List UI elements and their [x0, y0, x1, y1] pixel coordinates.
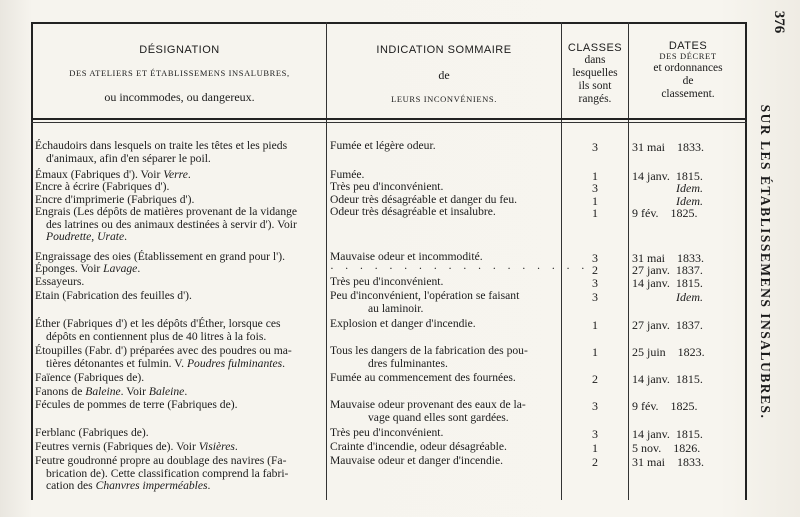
designation-line: Étoupilles (Fabr. d') préparées avec des poudres ou ma-: [35, 344, 292, 357]
designation-line: Poudrette, Urate.: [46, 230, 128, 244]
page-number: 376: [771, 10, 788, 34]
classe-value: 1: [592, 318, 598, 332]
designation-line: tières détonantes et fulmin. V. Poudres fulminantes.: [46, 356, 286, 370]
designation-line: d'animaux, afin d'en séparer le poil.: [46, 151, 211, 165]
designation-line: Échaudoirs dans lesquels on traite les têtes et les pieds: [35, 139, 288, 152]
date-value: 14 janv. 1815.: [632, 169, 703, 183]
designation-line: Éponges. Voir Lavage.: [35, 262, 141, 275]
header-dates-line: de: [682, 74, 694, 87]
designation-line: Fanons de Baleine. Voir Baleine.: [35, 385, 188, 398]
header-rule: [31, 118, 747, 120]
header-indication-sub2: LEURS INCONVÉNIENS.: [391, 93, 497, 104]
designation-line: Encre d'imprimerie (Fabriques d').: [35, 193, 195, 206]
inconvenient-line: Très peu d'inconvénient.: [330, 180, 444, 193]
inconvenient-line: Fumée.: [330, 168, 365, 181]
classe-value: 1: [592, 169, 598, 183]
designation-line: Engrais (Les dépôts de matières provenant de la vidange: [35, 205, 298, 218]
header-dates-line: et ordonnances: [653, 61, 723, 74]
inconvenient-line: · · · · · · · · · · · · · · · · · ·: [330, 262, 589, 275]
header-dates-line: DES DÉCRET: [659, 51, 717, 62]
inconvenient-line: Très peu d'inconvénient.: [330, 275, 444, 288]
classe-value: 3: [592, 140, 598, 154]
header-designation-sub2: ou incommodes, ou dangereux.: [104, 89, 255, 104]
header-classes: [562, 42, 628, 106]
running-title: SUR LES ÉTABLISSEMENS INSALUBRES.: [758, 104, 773, 420]
designation-line: Fécules de pommes de terre (Fabriques de).: [35, 398, 238, 411]
date-value: 27 janv. 1837.: [632, 263, 703, 277]
header-designation: [33, 44, 326, 104]
designation-line: Faïence (Fabriques de).: [35, 371, 145, 384]
header-classes-line: ils sont: [578, 80, 612, 93]
designation-line: Feutre goudronné propre au doublage des navires (Fa-: [35, 454, 287, 467]
designation-line: Essayeurs.: [35, 275, 85, 288]
date-value: Idem.: [676, 181, 703, 195]
designation-line: cation des Chanvres imperméables.: [46, 479, 211, 493]
inconvenient-line: Explosion et danger d'incendie.: [330, 317, 476, 330]
inconvenient-line: au laminoir.: [368, 301, 424, 315]
designation-line: Feutres vernis (Fabriques de). Voir Visières.: [35, 440, 238, 453]
designation-line: Encre à écrire (Fabriques d').: [35, 180, 170, 193]
date-value: 14 janv. 1815.: [632, 427, 703, 441]
classe-value: 1: [592, 441, 598, 455]
designation-line: dépôts en contiennent plus de 40 litres à la fois.: [46, 329, 267, 343]
inconvenient-line: Tous les dangers de la fabrication des pou-: [330, 344, 528, 357]
classe-value: 3: [592, 276, 598, 290]
inconvenient-line: Fumée et légère odeur.: [330, 139, 436, 152]
inconvenient-line: dres fulminantes.: [368, 356, 448, 370]
designation-line: des latrines ou des animaux destinées à servir d'). Voir: [46, 217, 297, 231]
classe-value: 3: [592, 399, 598, 413]
date-value: 31 mai 1833.: [632, 251, 704, 265]
designation-line: Émaux (Fabriques d'). Voir Verre.: [35, 168, 191, 181]
header-indication-title: INDICATION SOMMAIRE: [376, 44, 512, 56]
header-indication: [327, 44, 561, 104]
designation-line: Ferblanc (Fabriques de).: [35, 426, 149, 439]
inconvenient-line: Mauvaise odeur provenant des eaux de la-: [330, 398, 526, 411]
date-value: 31 mai 1833.: [632, 455, 704, 469]
header-classes-line: dans: [584, 54, 606, 67]
inconvenient-line: Mauvaise odeur et incommodité.: [330, 250, 483, 263]
date-value: 14 janv. 1815.: [632, 276, 703, 290]
header-designation-title: DÉSIGNATION: [139, 44, 220, 56]
date-value: Idem.: [676, 290, 703, 304]
date-value: Idem.: [676, 194, 703, 208]
inconvenient-line: Fumée au commencement des fournées.: [330, 371, 516, 384]
header-dates: [629, 40, 747, 100]
inconvenient-line: Mauvaise odeur et danger d'incendie.: [330, 454, 504, 467]
classe-value: 1: [592, 345, 598, 359]
inconvenient-line: Très peu d'inconvénient.: [330, 426, 444, 439]
inconvenient-line: Peu d'inconvénient, l'opération se faisant: [330, 289, 520, 302]
classe-value: 1: [592, 206, 598, 220]
designation-line: Éther (Fabriques d') et les dépôts d'Éther, lorsque ces: [35, 317, 281, 330]
classe-value: 3: [592, 427, 598, 441]
designation-line: brication de). Cette classification comprend la fabri-: [46, 466, 289, 480]
date-value: 9 fév. 1825.: [632, 206, 698, 220]
inconvenient-line: Odeur très désagréable et danger du feu.: [330, 193, 518, 206]
classe-value: 2: [592, 372, 598, 386]
header-rule: [31, 122, 747, 123]
header-dates-line: classement.: [661, 87, 715, 100]
classe-value: 2: [592, 455, 598, 469]
header-classes-title: CLASSES: [567, 42, 623, 54]
header-designation-sub: DES ATELIERS ET ÉTABLISSEMENS INSALUBRES,: [69, 68, 290, 79]
classe-value: 1: [592, 194, 598, 208]
classe-value: 2: [592, 263, 598, 277]
header-classes-line: lesquelles: [572, 67, 618, 80]
date-value: 25 juin 1823.: [632, 345, 705, 359]
inconvenient-line: vage quand elles sont gardées.: [368, 410, 509, 424]
date-value: 27 janv. 1837.: [632, 318, 703, 332]
inconvenient-line: Odeur très désagréable et insalubre.: [330, 205, 496, 218]
date-value: 9 fév. 1825.: [632, 399, 698, 413]
header-indication-sub: de: [438, 68, 450, 83]
classe-value: 3: [592, 290, 598, 304]
inconvenient-line: Crainte d'incendie, odeur désagréable.: [330, 440, 507, 453]
date-value: 14 janv. 1815.: [632, 372, 703, 386]
designation-line: Engraissage des oies (Établissement en grand pour l').: [35, 250, 285, 263]
date-value: 31 mai 1833.: [632, 140, 704, 154]
header-dates-title: DATES: [668, 40, 708, 52]
date-value: 5 nov. 1826.: [632, 441, 701, 455]
header-classes-line: rangés.: [578, 92, 612, 105]
designation-line: Etain (Fabrication des feuilles d').: [35, 289, 192, 302]
classe-value: 3: [592, 181, 598, 195]
classe-value: 3: [592, 251, 598, 265]
